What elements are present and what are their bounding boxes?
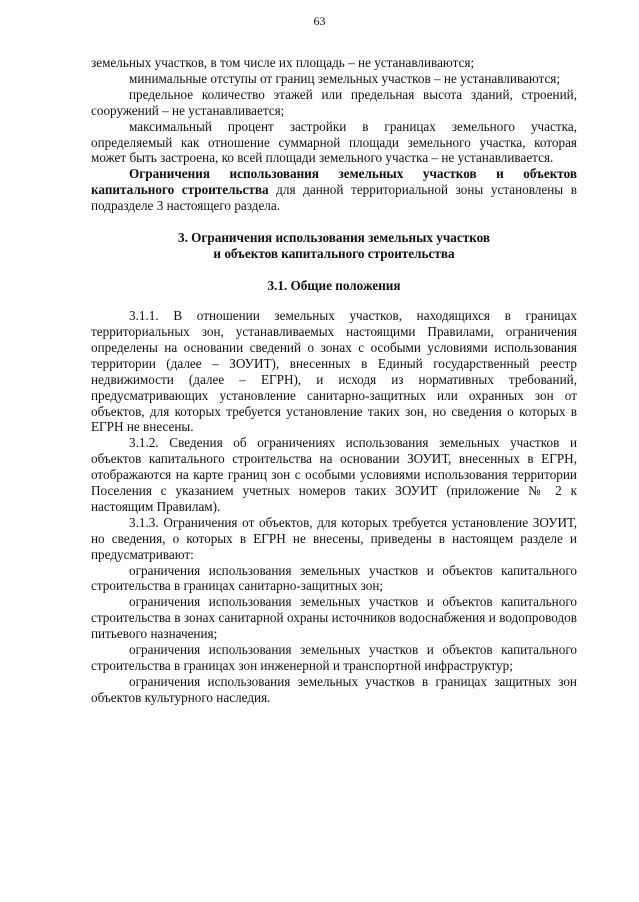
list-item: ограничения использования земельных участков в границах защитных зон объектов культурного наследия. (91, 673, 577, 705)
paragraph: максимальный процент застройки в границах земельного участка, определяемый как отношение суммарной площади земельного участка, которая может быть застроена, ко всей площади земельного участка – не устанавливается. (91, 118, 577, 166)
restrictions-note-bold: Ограничения использования земельных участков и объектов капитального строительства (91, 166, 577, 198)
paragraph: 3.1.1. В отношении земельных участков, находящихся в границах территориальных зон, устанавливаемых настоящими Правилами, ограничения определены на основании сведений о зонах с особыми условиями использования территории (далее – ЗОУИТ), внесенных в Единый государственный реестр недвижимости (далее – ЕГРН), и исходя из нормативных требований, предусматривающих установление санитарно-защитных или охранных зон от объектов, для которых требуется установление таких зон, но сведения о которых в ЕГРН не внесены. (91, 308, 577, 435)
paragraph: минимальные отступы от границ земельных участков – не устанавливаются; (129, 70, 561, 86)
paragraph: земельных участков, в том числе их площадь – не устанавливаются; (91, 55, 475, 70)
restrictions-note (91, 166, 577, 214)
section-heading (91, 230, 577, 262)
section-heading-line: 3. Ограничения использования земельных участков (177, 230, 491, 246)
page-content (91, 55, 577, 706)
list-item: ограничения использования земельных участков и объектов капитального строительства в границах санитарно-защитных зон; (91, 562, 577, 594)
list-item: ограничения использования земельных участков и объектов капитального строительства в границах зон инженерной и транспортной инфраструктур; (91, 642, 577, 673)
subsection-heading: 3.1. Общие положения (267, 278, 401, 294)
list-item: ограничения использования земельных участков и объектов капитального строительства в зонах санитарной охраны источников водоснабжения и водопроводов питьевого назначения; (91, 594, 577, 642)
paragraph: 3.1.3. Ограничения от объектов, для которых требуется установление ЗОУИТ, но сведения, о которых в ЕГРН не внесены, приведены в настоящем разделе и предусматривают: (91, 514, 577, 562)
page-number: 63 (313, 14, 326, 28)
restrictions-note-text: для данной территориальной зоны установлены в подразделе 3 настоящего раздела. (91, 182, 577, 214)
paragraph: 3.1.2. Сведения об ограничениях использования земельных участков и объектов капитального строительства на основании ЗОУИТ, внесенных в ЕГРН, отображаются на карте границ зон с особыми условиями использования территории Поселения с указанием учетных номеров таких ЗОУИТ (приложение № 2 к настоящим Правилам). (91, 435, 577, 514)
paragraph: предельное количество этажей или предельная высота зданий, строений, сооружений – не устанавливается; (91, 86, 577, 118)
section-heading-line: и объектов капитального строительства (213, 246, 455, 262)
